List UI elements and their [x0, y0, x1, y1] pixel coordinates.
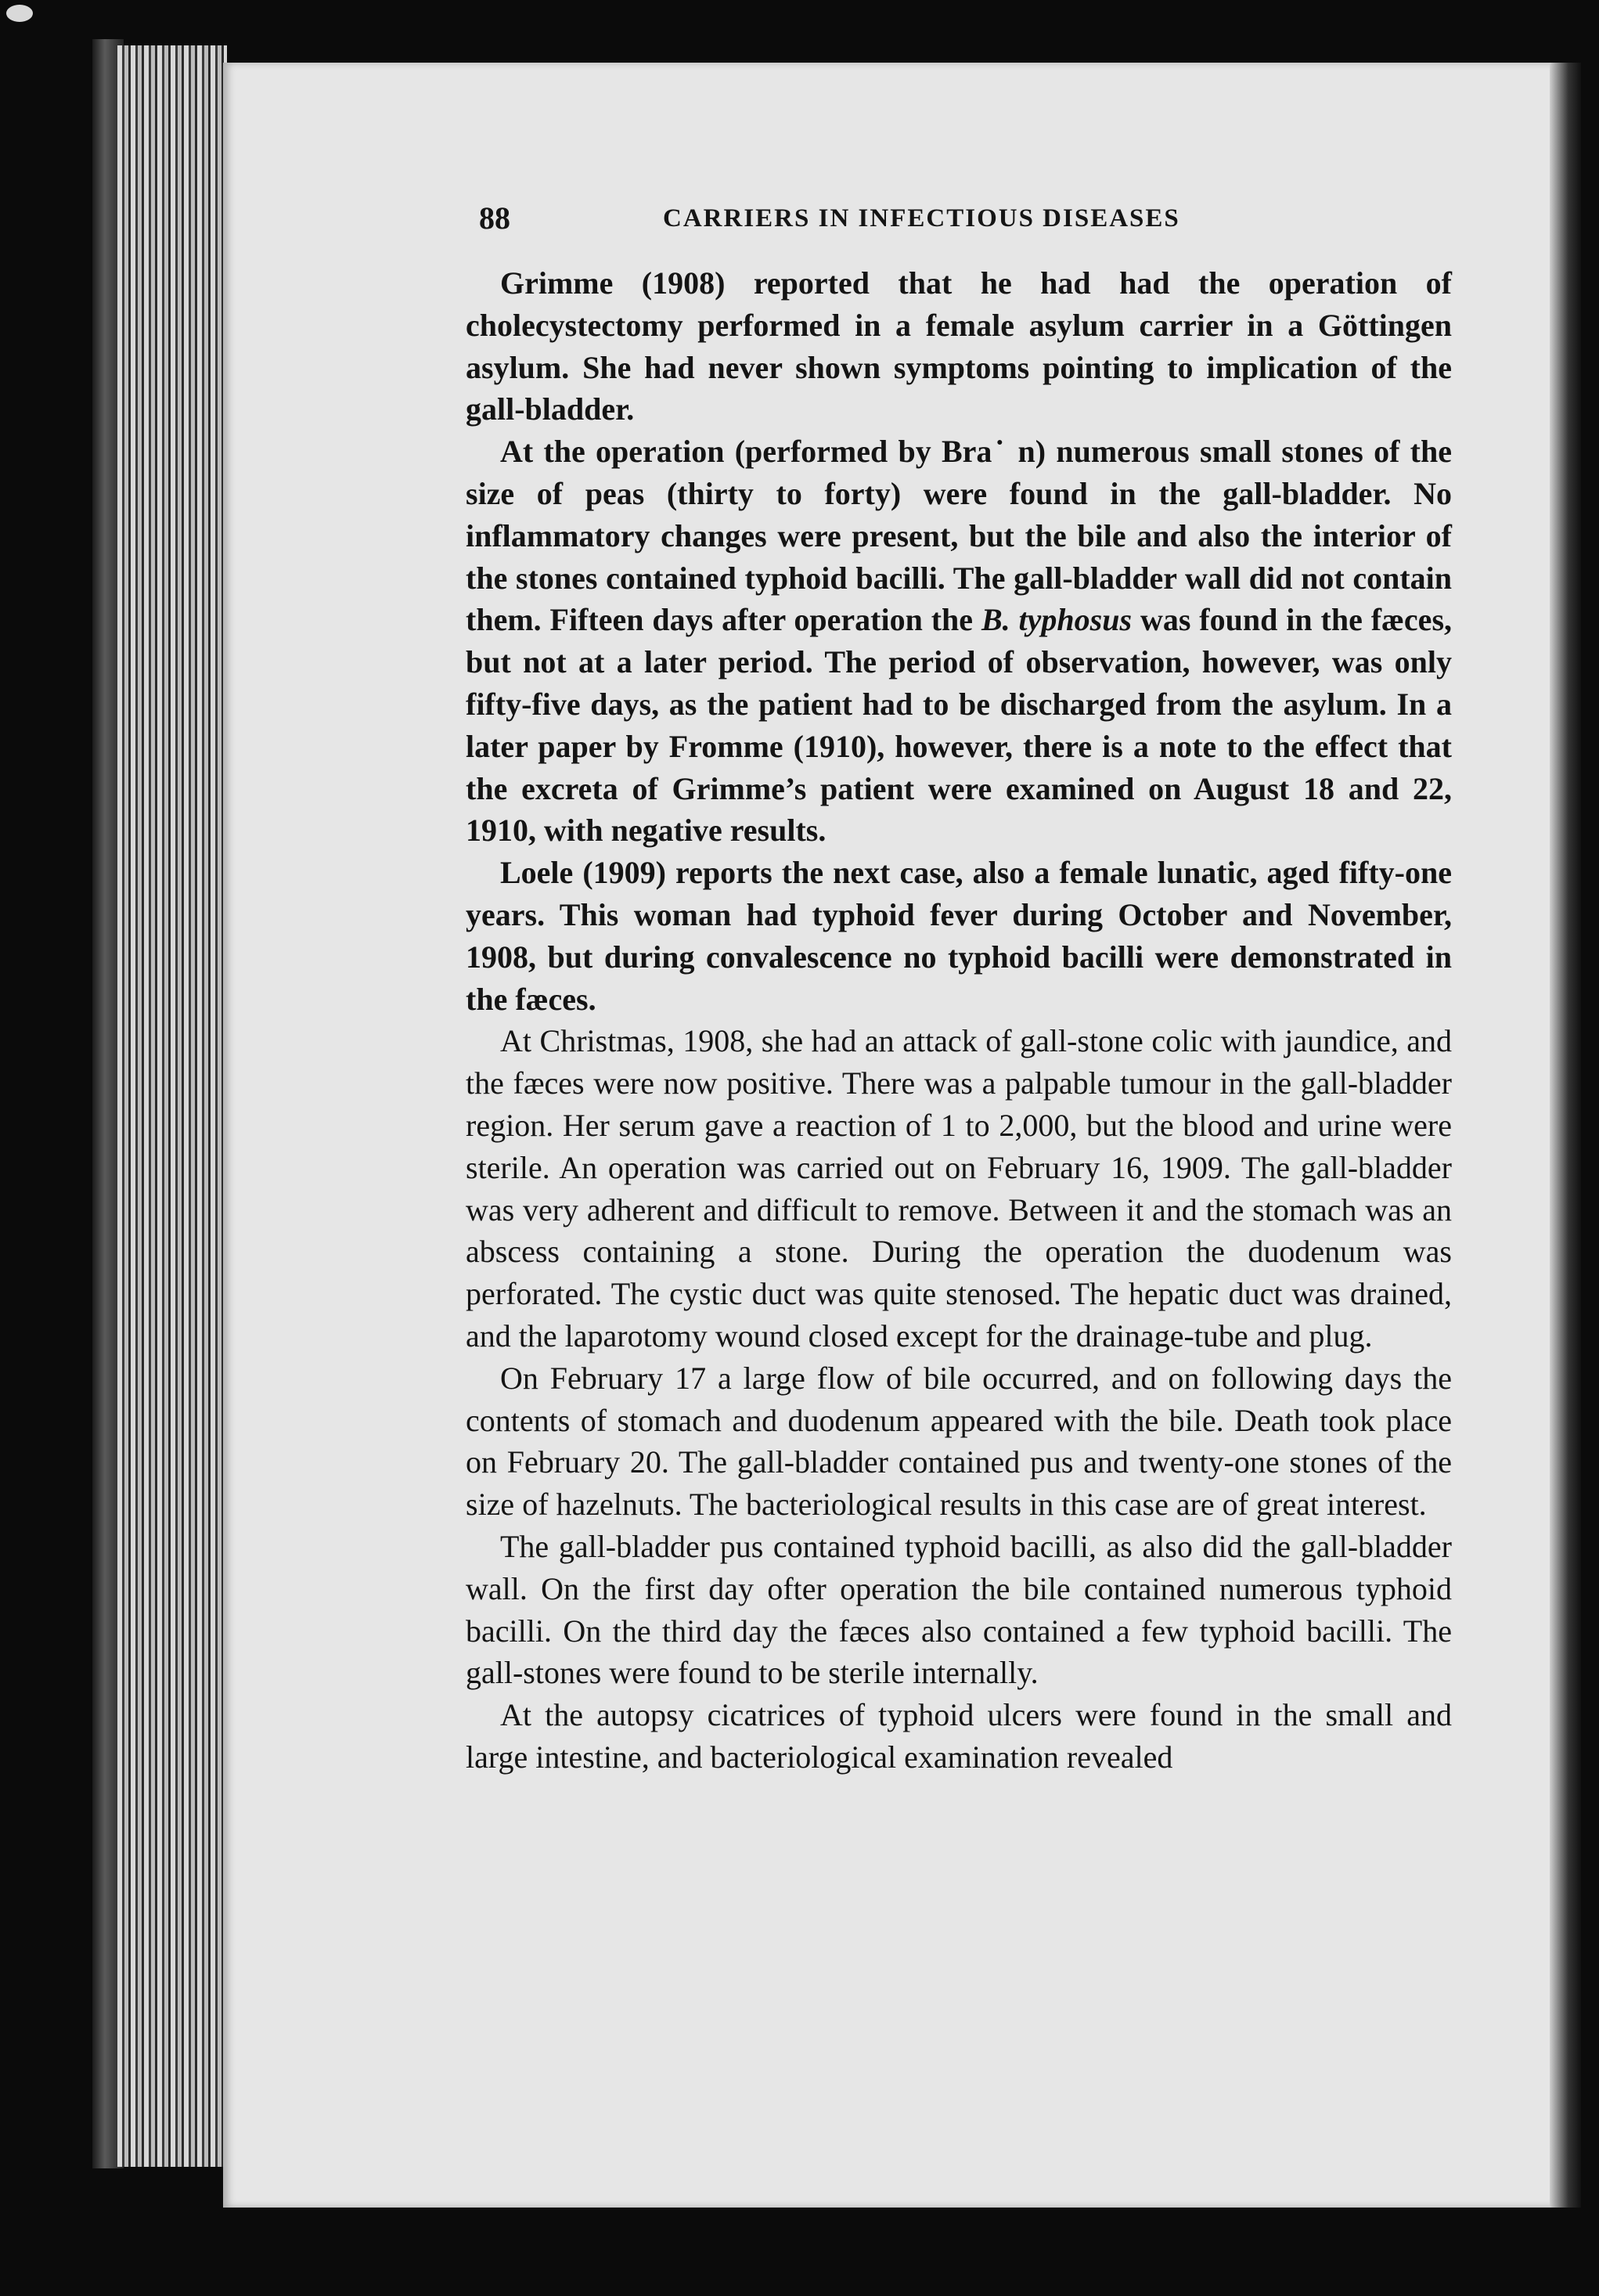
- paragraph-text: was found in the fæces, but not at a later period. The period of observation, however, was only fifty-five days, as the patient had to be discharged from the asylum. In a later paper by Fromme (1910), however, there is a note to the effect that the excreta of Grimme’s patient were examined on August 18 and 22, 1910, with negative results.: [466, 602, 1453, 849]
- paragraph-text: At the operation (performed by Bra˙ n) numerous small stones of the size of peas (thirty to forty) were found in the gall-bladder. No inflammatory changes were present, but the bile and also the interior of the stones contained typhoid bacilli. The gall-bladder wall did not contain them. Fifteen days after operation the: [466, 434, 1452, 638]
- paragraph-6: [466, 1526, 1452, 1694]
- paragraph-text: At Christmas, 1908, she had an attack of gall-stone colic with jaundice, and the fæces were now positive. There was a palpable tumour in the gall-bladder region. Her serum gave a reaction of 1 to 2,000, but the blood and urine were sterile. An operation was carried out on February 16, 1909. The gall-bladder was very adherent and difficult to remove. Between it and the stomach was an abscess containing a stone. During the operation the duodenum was perforated. The cystic duct was quite stenosed. The hepatic duct was drained, and the laparotomy wound closed except for the drainage-tube and plug.: [466, 1023, 1452, 1353]
- paragraph-text: Grimme (1908) reported that he had had the operation of cholecystectomy performed in a female asylum carrier in a Göttingen asylum. She had never shown symptoms pointing to implication of the gall-bladder.: [466, 265, 1452, 427]
- body-text: [466, 262, 1452, 1779]
- paragraph-text: At the autopsy cicatrices of typhoid ulcers were found in the small and large intestine, and bacteriological examination revealed: [466, 1697, 1452, 1775]
- paragraph-4: [466, 1020, 1452, 1357]
- running-head: CARRIERS IN INFECTIOUS DISEASES: [663, 204, 1180, 232]
- paragraph-text: Loele (1909) reports the next case, also a female lunatic, aged fifty-one years. This woman had typhoid fever during October and November, 1908, but during convalescence no typhoid bacilli were demonstrated in the fæces.: [466, 855, 1452, 1017]
- paragraph-3: [466, 852, 1452, 1020]
- paragraph-2: [466, 431, 1452, 852]
- page-header: [479, 200, 1450, 247]
- stacked-page-edges: [117, 45, 227, 2167]
- page-right-edge: [1550, 63, 1581, 2208]
- paragraph-1: [466, 262, 1452, 431]
- paragraph-text: On February 17 a large flow of bile occurred, and on following days the contents of stomach and duodenum appeared with the bile. Death took place on February 20. The gall-bladder contained pus and twenty-one stones of the size of hazelnuts. The bacteriological results in this case are of great interest.: [466, 1360, 1452, 1523]
- page-number: 88: [479, 200, 510, 236]
- paragraph-5: [466, 1357, 1452, 1526]
- paragraph-text: The gall-bladder pus contained typhoid bacilli, as also did the gall-bladder wall. On the first day ofter operation the bile contained numerous typhoid bacilli. On the third day the fæces also contained a few typhoid bacilli. The gall-stones were found to be sterile internally.: [466, 1528, 1452, 1691]
- scan-corner-mark: [6, 5, 33, 22]
- species-name: B. typhosus: [981, 602, 1133, 638]
- paragraph-7: [466, 1694, 1452, 1779]
